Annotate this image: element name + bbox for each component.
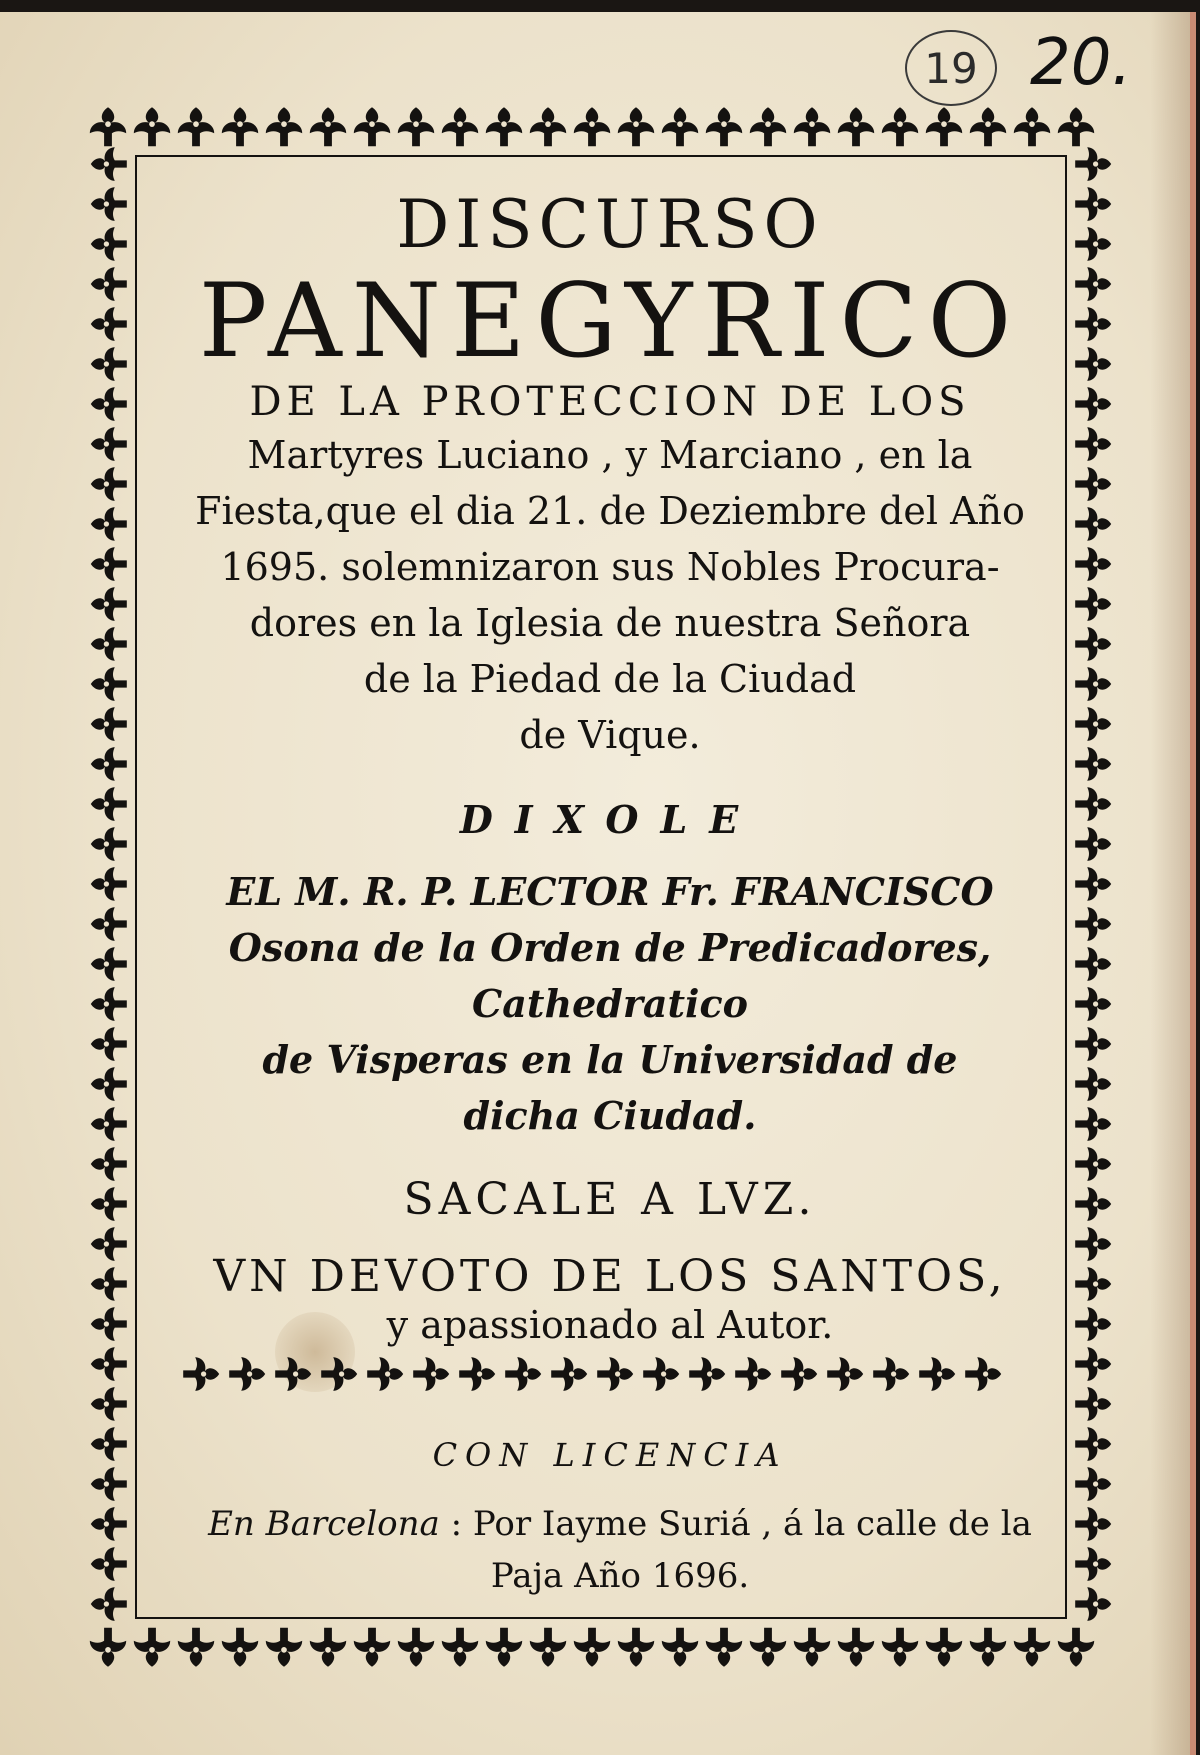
fleuron-ornament	[91, 1027, 127, 1061]
fleuron-ornament	[551, 1357, 587, 1391]
fleuron-ornament	[91, 627, 127, 661]
fleuron-ornament	[91, 1107, 127, 1141]
fleuron-ornament	[91, 187, 127, 221]
fleuron-ornament	[222, 1628, 258, 1667]
fleuron-ornament	[662, 107, 698, 146]
fleuron-ornament	[1075, 1507, 1111, 1541]
fleuron-ornament	[310, 107, 346, 146]
fleuron-ornament	[91, 267, 127, 301]
fleuron-ornament	[838, 107, 874, 146]
fleuron-ornament	[354, 107, 390, 146]
fleuron-ornament	[91, 1507, 127, 1541]
fleuron-ornament	[505, 1357, 541, 1391]
title-subtitle: DE LA PROTECCION DE LOS	[249, 379, 971, 426]
fleuron-ornament	[1075, 227, 1111, 261]
fleuron-ornament	[413, 1357, 449, 1391]
fleuron-ornament	[91, 467, 127, 501]
fleuron-ornament	[1075, 187, 1111, 221]
fleuron-ornament	[275, 1357, 311, 1391]
fleuron-ornament	[574, 107, 610, 146]
fleuron-ornament	[1075, 387, 1111, 421]
fleuron-ornament	[1058, 107, 1094, 146]
fleuron-ornament	[398, 1628, 434, 1667]
fleuron-ornament	[1058, 1628, 1094, 1667]
author-line: EL M. R. P. LECTOR Fr. FRANCISCO	[226, 869, 994, 915]
author-line: dicha Ciudad.	[463, 1093, 757, 1139]
fleuron-ornament	[618, 107, 654, 146]
fleuron-ornament	[965, 1357, 1001, 1391]
fleuron-ornament	[1075, 1587, 1111, 1621]
description-line: de Vique.	[519, 713, 701, 758]
fleuron-ornament	[442, 1628, 478, 1667]
fleuron-ornament	[970, 107, 1006, 146]
fleuron-ornament	[926, 107, 962, 146]
fleuron-ornament	[178, 107, 214, 146]
fleuron-ornament	[706, 1628, 742, 1667]
fleuron-ornament	[134, 107, 170, 146]
fleuron-ornament	[90, 1628, 126, 1667]
imprint-block	[200, 1498, 1040, 1602]
fleuron-ornament	[91, 787, 127, 821]
author-line: Osona de la Orden de Predicadores, Cathedratico	[228, 925, 992, 1027]
fleuron-ornament	[530, 1628, 566, 1667]
imprint-printer: : Por Iayme Suriá , á la calle de la	[439, 1504, 1032, 1544]
fleuron-ornament	[91, 1067, 127, 1101]
fleuron-ornament	[1075, 1027, 1111, 1061]
fleuron-ornament	[1075, 1147, 1111, 1181]
fleuron-ornament	[91, 867, 127, 901]
fleuron-ornament	[1075, 587, 1111, 621]
fleuron-ornament	[91, 147, 127, 181]
imprint-line-1	[200, 1498, 1040, 1550]
fleuron-ornament	[367, 1357, 403, 1391]
fleuron-ornament	[91, 387, 127, 421]
fleuron-ornament	[1075, 747, 1111, 781]
fleuron-ornament	[442, 107, 478, 146]
fleuron-ornament	[91, 1187, 127, 1221]
handwritten-folio-number: 20.	[1030, 26, 1132, 100]
fleuron-ornament	[1075, 787, 1111, 821]
description-line: Fiesta,que el dia 21. de Deziembre del Año	[195, 489, 1025, 534]
page-shadow	[1150, 12, 1190, 1755]
fleuron-ornament	[1075, 1387, 1111, 1421]
imprint-line-2: Paja Año 1696.	[490, 1556, 750, 1596]
fleuron-ornament	[486, 1628, 522, 1667]
fleuron-ornament	[266, 107, 302, 146]
fleuron-ornament	[91, 307, 127, 341]
fleuron-ornament	[1075, 1547, 1111, 1581]
fleuron-ornament	[882, 107, 918, 146]
fleuron-ornament	[91, 1307, 127, 1341]
fleuron-ornament	[827, 1357, 863, 1391]
fleuron-ornament	[735, 1357, 771, 1391]
fleuron-ornament	[1075, 667, 1111, 701]
fleuron-ornament	[1075, 627, 1111, 661]
fleuron-ornament	[459, 1357, 495, 1391]
description-line: de la Piedad de la Ciudad	[363, 657, 857, 702]
fleuron-ornament	[354, 1628, 390, 1667]
circled-folio-text: 19	[924, 43, 978, 93]
fleuron-ornament	[1075, 1467, 1111, 1501]
dixole-heading: DIXOLE	[459, 797, 761, 843]
fleuron-ornament	[1075, 827, 1111, 861]
fleuron-ornament	[1075, 307, 1111, 341]
fleuron-ornament	[1075, 147, 1111, 181]
description-line: 1695. solemnizaron sus Nobles Procura-	[220, 545, 1000, 590]
fleuron-ornament	[178, 1628, 214, 1667]
fleuron-ornament	[750, 107, 786, 146]
fleuron-ornament	[91, 747, 127, 781]
fleuron-ornament	[91, 987, 127, 1021]
fleuron-ornament	[1075, 707, 1111, 741]
fleuron-ornament	[1075, 1427, 1111, 1461]
ornament-divider	[178, 1350, 1038, 1396]
fleuron-ornament	[91, 1387, 127, 1421]
apassionado-line: y apassionado al Autor.	[386, 1303, 834, 1348]
fleuron-ornament	[838, 1628, 874, 1667]
page-red-edge	[1190, 12, 1196, 1755]
sacale-heading: SACALE A LVZ.	[403, 1174, 817, 1226]
fleuron-ornament	[91, 1587, 127, 1621]
fleuron-ornament	[873, 1357, 909, 1391]
fleuron-ornament	[1075, 1187, 1111, 1221]
fleuron-ornament	[229, 1357, 265, 1391]
fleuron-ornament	[321, 1357, 357, 1391]
fleuron-ornament	[597, 1357, 633, 1391]
fleuron-ornament	[781, 1357, 817, 1391]
fleuron-ornament	[91, 907, 127, 941]
fleuron-ornament	[1075, 1067, 1111, 1101]
fleuron-ornament	[706, 107, 742, 146]
fleuron-ornament	[91, 227, 127, 261]
fleuron-ornament	[1014, 107, 1050, 146]
fleuron-ornament	[91, 507, 127, 541]
fleuron-ornament	[530, 107, 566, 146]
imprint-place: En Barcelona	[208, 1504, 440, 1544]
fleuron-ornament	[1075, 467, 1111, 501]
circled-folio-number	[905, 30, 997, 106]
fleuron-ornament	[574, 1628, 610, 1667]
fleuron-ornament	[91, 827, 127, 861]
fleuron-ornament	[1075, 1107, 1111, 1141]
fleuron-ornament	[794, 107, 830, 146]
title-description	[170, 427, 1050, 763]
fleuron-ornament	[926, 1628, 962, 1667]
fleuron-ornament	[643, 1357, 679, 1391]
fleuron-ornament	[266, 1628, 302, 1667]
fleuron-ornament	[1075, 267, 1111, 301]
author-block	[170, 864, 1050, 1144]
fleuron-ornament	[91, 667, 127, 701]
fleuron-ornament	[398, 107, 434, 146]
fleuron-ornament	[310, 1628, 346, 1667]
fleuron-ornament	[1075, 1347, 1111, 1381]
fleuron-ornament	[1075, 427, 1111, 461]
description-line: dores en la Iglesia de nuestra Señora	[249, 601, 971, 646]
fleuron-ornament	[1014, 1628, 1050, 1667]
fleuron-ornament	[91, 947, 127, 981]
fleuron-ornament	[91, 1347, 127, 1381]
fleuron-ornament	[486, 107, 522, 146]
fleuron-ornament	[970, 1628, 1006, 1667]
fleuron-ornament	[1075, 867, 1111, 901]
fleuron-ornament	[91, 347, 127, 381]
fleuron-ornament	[222, 107, 258, 146]
fleuron-ornament	[1075, 547, 1111, 581]
title-block	[170, 172, 1050, 1347]
fleuron-ornament	[1075, 1307, 1111, 1341]
fleuron-ornament	[134, 1628, 170, 1667]
fleuron-ornament	[91, 1147, 127, 1181]
fleuron-ornament	[618, 1628, 654, 1667]
devoto-line: VN DEVOTO DE LOS SANTOS,	[213, 1251, 1007, 1303]
fleuron-ornament	[91, 1467, 127, 1501]
fleuron-ornament	[1075, 347, 1111, 381]
title-discurso: DISCURSO	[396, 186, 824, 263]
author-line: de Visperas en la Universidad de	[262, 1037, 958, 1083]
fleuron-ornament	[91, 547, 127, 581]
fleuron-ornament	[183, 1357, 219, 1391]
fleuron-ornament	[90, 107, 126, 146]
fleuron-ornament	[91, 1427, 127, 1461]
fleuron-ornament	[91, 587, 127, 621]
fleuron-ornament	[91, 1267, 127, 1301]
fleuron-ornament	[750, 1628, 786, 1667]
fleuron-ornament	[882, 1628, 918, 1667]
fleuron-ornament	[1075, 987, 1111, 1021]
fleuron-ornament	[1075, 1267, 1111, 1301]
title-panegyrico: PANEGYRICO	[198, 262, 1022, 381]
fleuron-ornament	[919, 1357, 955, 1391]
fleuron-ornament	[1075, 947, 1111, 981]
fleuron-ornament	[662, 1628, 698, 1667]
description-line: Martyres Luciano , y Marciano , en la	[247, 433, 973, 478]
fleuron-ornament	[689, 1357, 725, 1391]
licencia-line: CON LICENCIA	[432, 1436, 788, 1474]
fleuron-ornament	[794, 1628, 830, 1667]
fleuron-ornament	[91, 1227, 127, 1261]
fleuron-ornament	[1075, 507, 1111, 541]
fleuron-ornament	[91, 707, 127, 741]
fleuron-ornament	[91, 427, 127, 461]
fleuron-ornament	[1075, 1227, 1111, 1261]
title-page	[0, 12, 1196, 1755]
fleuron-ornament	[91, 1547, 127, 1581]
fleuron-ornament	[1075, 907, 1111, 941]
